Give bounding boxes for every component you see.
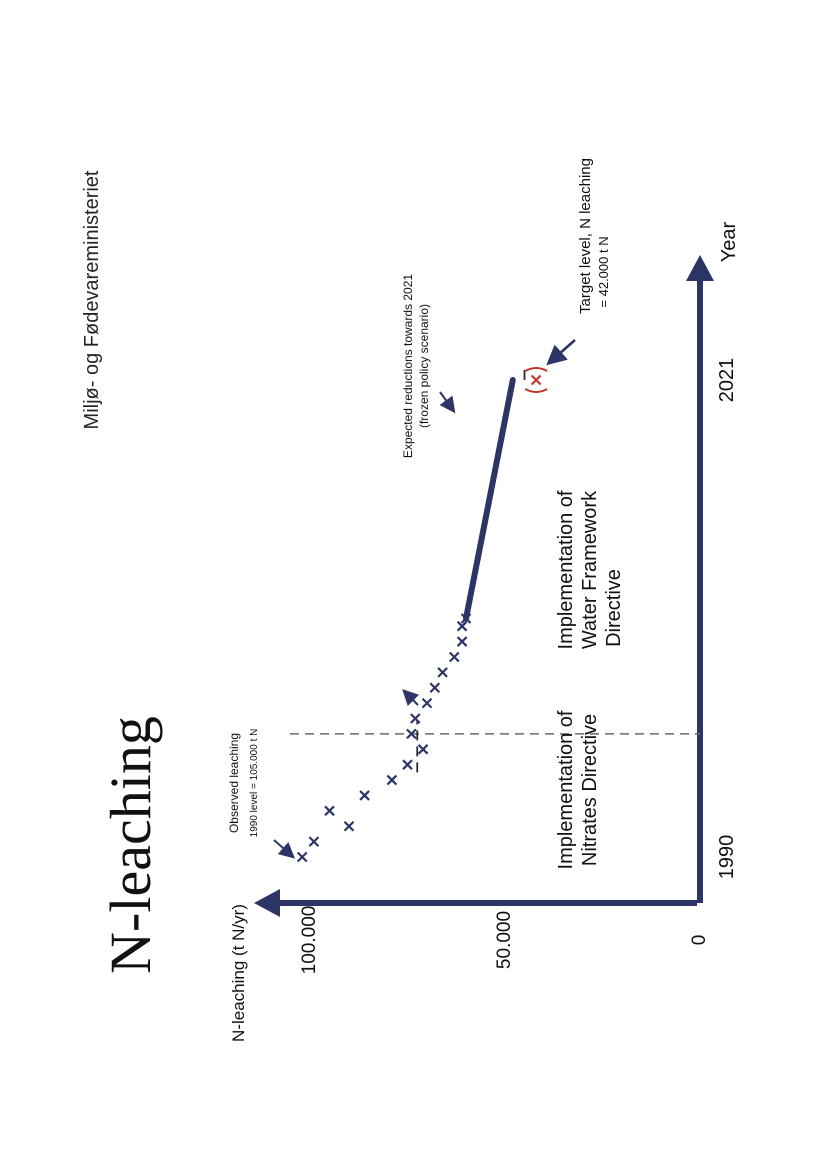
observed-point-marker: [325, 806, 334, 815]
wfd-label-line3: Directive: [603, 569, 625, 647]
observed-leaching-annotation: [227, 729, 292, 856]
observed-point-marker: [360, 791, 369, 800]
expected-annotation-line1: Expected reductions towards 2021: [401, 273, 415, 459]
page-title: N-leaching: [98, 716, 163, 974]
expected-reduction-series: [466, 380, 513, 619]
x-tick-label: 1990: [716, 834, 738, 880]
observed-point-marker: [309, 837, 318, 846]
organization-label: Miljø- og Fødevareministeriet: [81, 170, 103, 430]
x-axis-label: Year: [718, 221, 740, 263]
expected-reduction-line: [466, 380, 513, 619]
y-axis-arrowhead: [254, 889, 280, 917]
observed-point-marker: [298, 853, 307, 862]
target-point-marker: [532, 376, 541, 385]
target-annotation-line2: = 42.000 t N: [596, 236, 611, 308]
x-tick-label: 2021: [716, 357, 738, 403]
observed-leaching-series: [298, 614, 471, 862]
observed-point-marker: [450, 652, 459, 661]
target-level-series: [525, 368, 547, 392]
level-indicator-arrow: [405, 692, 418, 705]
y-tick-label: 50.000: [494, 910, 515, 970]
observed-point-marker: [423, 699, 432, 708]
target-annotation-line1: Target level, N leaching: [577, 158, 594, 314]
nitrates-label-line1: Implementation of: [555, 710, 577, 870]
observed-point-marker: [403, 760, 412, 769]
x-axis-arrowhead: [686, 255, 714, 281]
water-framework-directive-label: [555, 490, 625, 650]
target-paren-marker: [525, 368, 547, 371]
target-annotation-arrow: [550, 340, 575, 362]
observed-point-marker: [411, 714, 420, 723]
y-tick-label: 100.000: [299, 905, 320, 975]
target-level-annotation: [550, 158, 611, 362]
wfd-label-line1: Implementation of: [555, 490, 577, 650]
observed-point-marker: [430, 683, 439, 692]
observed-annotation-line2: 1990 level = 105.000 t N: [249, 728, 260, 838]
observed-point-marker: [387, 776, 396, 785]
observed-point-marker: [438, 668, 447, 677]
expected-annotation-line2: (frozen policy scenario): [417, 303, 431, 429]
y-axis-label: N-leaching (t N/yr): [229, 904, 248, 1042]
observed-annotation-arrow: [274, 840, 292, 856]
nitrates-label-line2: Nitrates Directive: [579, 713, 601, 867]
y-tick-label: 0: [689, 934, 710, 946]
expected-reduction-annotation: [401, 274, 453, 458]
observed-point-marker: [458, 637, 467, 646]
x-tick-group: [716, 358, 738, 880]
observed-point-marker: [345, 822, 354, 831]
target-paren-marker: [525, 389, 547, 392]
observed-point-marker: [419, 745, 428, 754]
expected-annotation-arrow: [440, 392, 453, 410]
reference-lines: [290, 366, 700, 772]
observed-annotation-line1: Observed leaching: [227, 732, 241, 834]
y-tick-group: [299, 906, 710, 975]
wfd-label-line2: Water Framework: [579, 490, 601, 650]
